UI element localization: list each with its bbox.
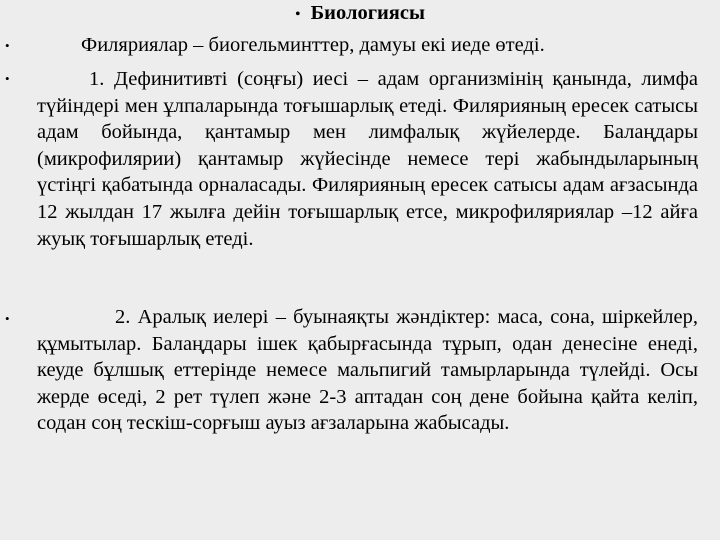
bullet-2: • (5, 71, 10, 86)
title-text: Биологиясы (310, 2, 426, 24)
bullet-1: • (5, 38, 10, 53)
title-bullet: • (294, 6, 301, 23)
slide-title (0, 0, 720, 28)
bullet-3: • (5, 311, 10, 326)
paragraph-intermediate-host: 2. Аралық иелері – буынаяқты жәндіктер: маса, сона, шіркейлер, құмытылар. Балаңдары ішек қабырғасында тұрып, одан денесіне енеді, кеуде бұлшық еттерінде немесе мальпигий тамырларында түлейді. Осы жерде өседі, 2 рет түлеп және 2-3 аптадан соң дене бойына қайта келіп, содан соң тескіш-сорғыш ауыз ағзаларына жабысады. (37, 306, 698, 435)
paragraph-definitive-host: 1. Дефинитивті (соңғы) иесі – адам организмінің қанында, лимфа түйіндері мен ұлпаларында тоғышарлық етеді. Филярияның ересек сатысы адам бойында, қантамыр мен лимфалық жүйелерде. Балаңдары (микрофилярии) қантамыр жүйесінде немесе тері жабындыларының үстіңгі қабатында орналасады. Филярияның ересек сатысы адам ағзасында 12 жылдан 17 жылға дейін тоғышарлық етсе, микрофиляриялар –12 айға жуық тоғышарлық етеді. (37, 68, 698, 250)
paragraph-intro: Филяриялар – биогельминттер, дамуы екі иеде өтеді. (81, 34, 545, 56)
